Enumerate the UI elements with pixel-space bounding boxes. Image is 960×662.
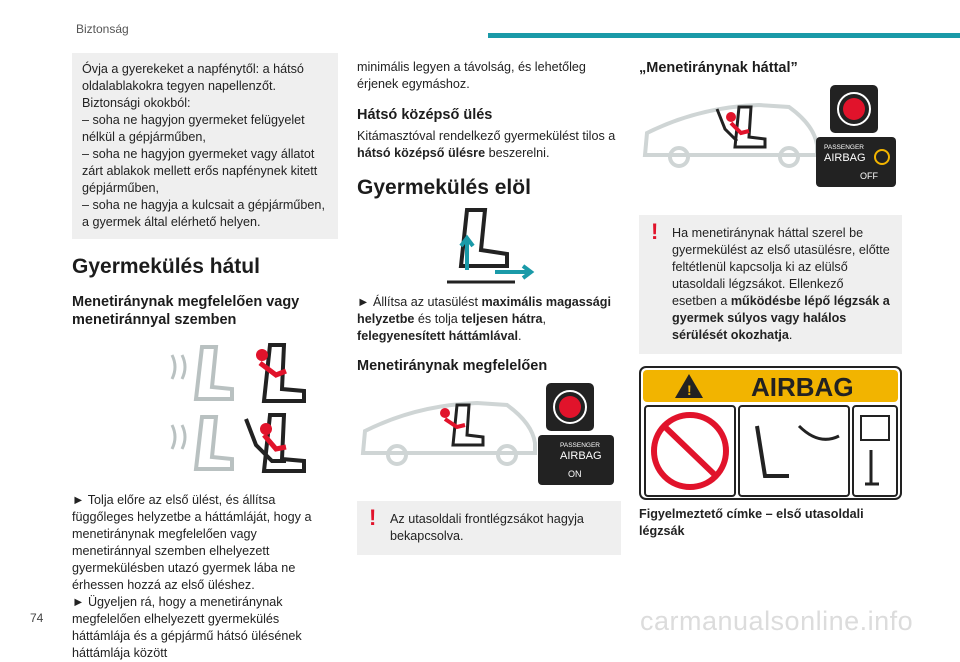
rearward-child-seat-icon [246,415,304,471]
forward-car-illustration [357,383,621,487]
header-accent-bar [488,33,960,38]
heading-rear-middle-seat: Hátsó középső ülés [357,107,493,123]
rearward-car-illustration [639,85,902,189]
watermark: carmanualsonline.info [640,606,914,636]
note-line: – soha ne hagyja a kulcsait a gépjárműben, a gyermek által elérhető helyen. [82,198,325,229]
note-line: – soha ne hagyjon gyermeket vagy állatot zárt ablakok mellett erős napfénynek kitett gépjárműben, [82,147,318,195]
title-rear-child-seat: Gyermekülés hátul [72,255,260,278]
column-middle [357,59,621,555]
label-airbag-text: AIRBAG [751,372,854,402]
child-seat-icon [256,345,304,401]
airbag-on-badge [538,383,614,485]
seat-icon [172,347,232,399]
heading-rearward-facing: „Menetiránynak háttal” [639,60,798,76]
badge-airbag: AIRBAG [560,450,602,462]
badge-airbag: AIRBAG [824,152,866,164]
label-caption: Figyelmeztető címke – első utasoldali légzsák [639,507,864,538]
note-line: – soha ne hagyjon gyermeket felügyelet nélkül a gépjárműben, [82,113,305,144]
airbag-warning-label [639,366,902,500]
page-number: 74 [30,611,44,625]
svg-text:!: ! [687,382,692,398]
section-header: Biztonság [76,22,129,36]
badge-off: OFF [860,171,878,181]
warning-icon: ! [369,505,377,530]
warning-airbag-on: ! Az utasoldali frontlégzsákot hagyja bekapcsolva. [357,501,621,555]
paragraph-rear-middle: Kitámasztóval rendelkező gyermekülést tilos a hátsó középső ülésre beszerelni. [357,129,616,160]
rear-seat-illustration [72,339,338,474]
column-left [72,53,338,662]
badge-passenger: PASSENGER [560,442,600,449]
title-front-child-seat: Gyermekülés elöl [357,176,531,199]
note-line: Óvja a gyerekeket a napfénytől: a hátsó oldalablakokra tegyen napellenzőt. [82,62,304,93]
warning-airbag-off: ! Ha menetiránynak háttal szerel be gyermekülést az első utasülésre, előtte feltétlenül kapcsolja ki az elülső utasoldali légzsákot. Ellenkező esetben a működésbe lépő légzsák a gyermek súlyos vagy halálos sérülését okozhatja. [639,215,902,354]
heading-forward-facing: Menetiránynak megfelelően [357,358,548,374]
front-seat-adjust-illustration [357,206,621,286]
paragraph-continued: minimális legyen a távolság, és lehetőleg érjenek egymáshoz. [357,60,586,91]
sun-protection-note [72,53,338,239]
paragraph-adjust-passenger-seat: ► Állítsa az utasülést maximális magassági helyzetbe és tolja teljesen hátra, felegyenesített háttámlával. [357,295,611,343]
airbag-off-badge [816,85,896,187]
subtitle-forward-rearward: Menetiránynak megfelelően vagy menetiránnyal szemben [72,294,300,328]
paragraph-backrest-distance: ► Ügyeljen rá, hogy a menetiránynak megfelelően elhelyezett gyermekülés háttámlája és a gépjármű hátsó ülésének háttámlája között [72,595,302,660]
note-line: Biztonsági okokból: [82,96,191,110]
warning-icon: ! [651,219,659,244]
badge-on: ON [568,469,582,479]
paragraph-move-front-seat: ► Tolja előre az első ülést, és állítsa függőleges helyzetbe a háttámláját, hogy a menetiránynak megfelelően vagy menetiránnyal szemben elhelyezett gyermekülésben utazó gyermek lába ne érhessen hozzá az első üléshez. [72,493,312,592]
column-right [639,59,902,540]
badge-passenger: PASSENGER [824,144,864,151]
